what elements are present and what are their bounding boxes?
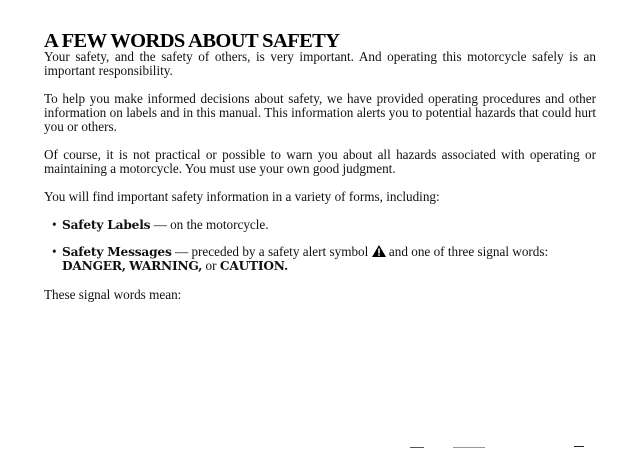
page-title: A FEW WORDS ABOUT SAFETY (44, 30, 340, 52)
list-item-safety-messages (52, 245, 597, 273)
term-safety-messages: Safety Messages (62, 245, 172, 259)
signal-words-intro: and one of three signal words: (385, 244, 549, 259)
warning-triangle-icon (372, 245, 386, 257)
signal-word-danger: DANGER, (62, 259, 126, 273)
signal-word-warning: WARNING, (129, 259, 203, 273)
footer-mark (453, 447, 485, 448)
footer-mark (410, 447, 424, 448)
safety-messages-description: — preceded by a safety alert symbol (171, 244, 372, 259)
bullet-dot: • (52, 217, 57, 232)
bullet-dot: • (52, 244, 57, 259)
paragraph-good-judgment: Of course, it is not practical or possible to warn you about all hazards associated with operating or maintaining a motorcycle. You must use your own good judgment. (44, 147, 596, 176)
signal-word-or: or (202, 258, 220, 273)
term-safety-labels: Safety Labels (62, 218, 151, 232)
list-item-safety-labels (52, 218, 597, 232)
paragraph-intro: Your safety, and the safety of others, is very important. And operating this motorcycle safely is an important responsibility. (44, 49, 596, 78)
paragraph-signal-words-mean: These signal words mean: (44, 287, 182, 302)
safety-labels-description: — on the motorcycle. (150, 217, 269, 232)
signal-word-caution: CAUTION. (219, 259, 289, 273)
paragraph-informed-decisions: To help you make informed decisions about safety, we have provided operating procedures and other information on labels and in this manual. This information alerts you to potential hazards that could hurt you or others. (44, 91, 596, 134)
signal-words-line (52, 259, 597, 273)
footer-mark (574, 446, 584, 447)
paragraph-forms: You will find important safety information in a variety of forms, including: (44, 189, 440, 204)
